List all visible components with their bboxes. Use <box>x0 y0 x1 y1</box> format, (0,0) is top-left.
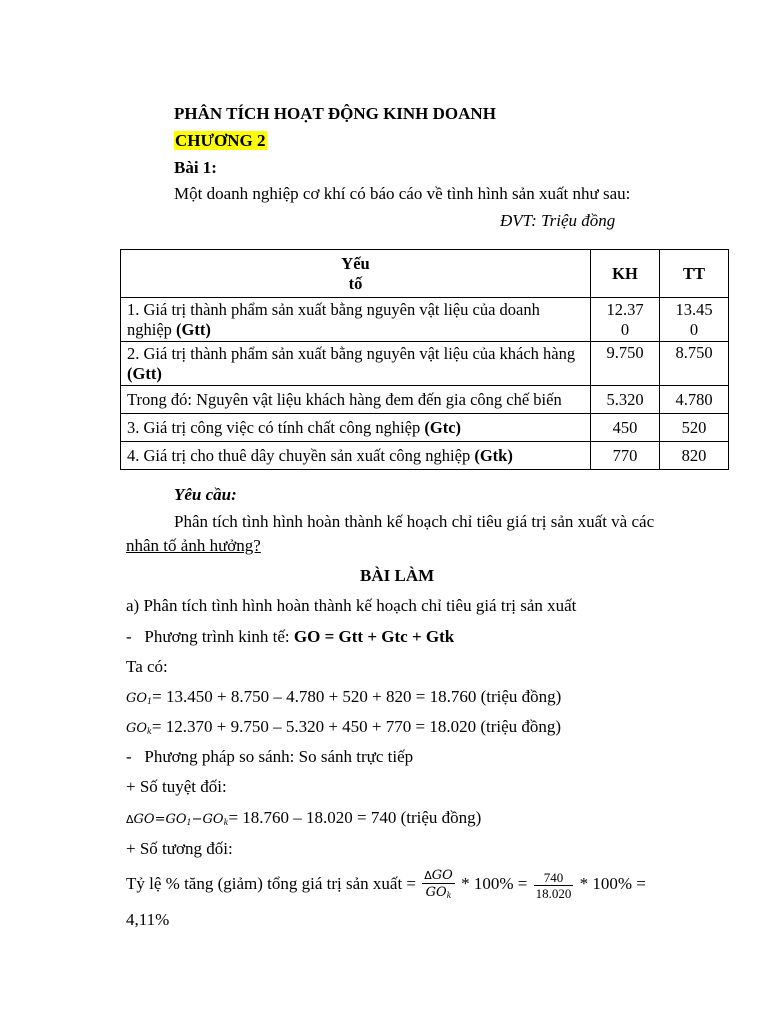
part-a-heading: a) Phân tích tình hình hoàn thành kế hoạch chỉ tiêu giá trị sản xuất <box>126 596 577 615</box>
solution-title: BÀI LÀM <box>360 566 435 585</box>
go1-calc: = 13.450 + 8.750 – 4.780 + 520 + 820 = 18.760 (triệu đồng) <box>152 687 562 706</box>
row-tt: 8.750 <box>660 342 729 386</box>
row-label: 1. Giá trị thành phẩm sản xuất bằng nguyên vật liệu của doanh nghiệp (Gtt) <box>121 298 591 342</box>
document-title: PHÂN TÍCH HOẠT ĐỘNG KINH DOANH <box>174 104 496 123</box>
header-tt: TT <box>660 250 729 298</box>
row-kh: 12.37 0 <box>591 298 660 342</box>
dash-bullet: - <box>126 627 132 646</box>
row-kh: 9.750 <box>591 342 660 386</box>
exercise-heading: Bài 1: <box>174 158 217 177</box>
go1-line: $GO_1= 13.450 + 8.750 - 4.780 + 520 + 820 = 18.760$ (triệu đồng) <box>126 687 562 706</box>
equation-formula: GO = Gtt + Gtc + Gtk <box>293 627 455 646</box>
row-kh: 5.320 <box>591 386 660 414</box>
row-tt: 13.45 0 <box>660 298 729 342</box>
method-text: Phương pháp so sánh: So sánh trực tiếp <box>144 747 414 766</box>
gok-calc: = 12.370 + 9.750 – 5.320 + 450 + 770 = 18.020 (triệu đồng) <box>151 717 562 736</box>
delta-symbol: Δ <box>126 813 134 826</box>
row-kh: 770 <box>591 442 660 470</box>
relative-label: + Số tương đối: <box>126 839 233 858</box>
requirement-text-2: nhân tố ảnh hưởng? <box>126 536 261 555</box>
row-tt: 4.780 <box>660 386 729 414</box>
equation-line <box>126 626 454 648</box>
header-kh: KH <box>591 250 660 298</box>
abs-calc: = 18.760 – 18.020 = 740 (triệu đồng) <box>228 808 482 827</box>
table-row <box>121 298 729 342</box>
row-tt: 520 <box>660 414 729 442</box>
row-label: 3. Giá trị công việc có tính chất công nghiệp (Gtc) <box>121 414 591 442</box>
unit-note: ĐVT: Triệu đồng <box>500 211 616 230</box>
row-label: 4. Giá trị cho thuê dây chuyền sản xuất công nghiệp (Gtk) <box>121 442 591 470</box>
production-table <box>120 249 729 470</box>
chapter-heading <box>174 130 267 152</box>
ta-co-label: Ta có: <box>126 657 168 676</box>
delta-go-line: $\Delta GO=GO_1-GO_k= 18.760 - 18.020 = 740$ (triệu đồng) <box>126 808 482 827</box>
row-label: Trong đó: Nguyên vật liệu khách hàng đem đến gia công chế biến <box>121 386 591 414</box>
table-row <box>121 386 729 414</box>
intro-text: Một doanh nghiệp cơ khí có báo cáo về tình hình sản xuất như sau: <box>174 184 631 203</box>
fraction-delta-go: $\frac{\text{ΔGO}}{GO_k}$ <box>424 868 453 901</box>
ratio-line: Tỷ lệ % tăng (giảm) tổng giá trị sản xuất = $\frac{\text{ΔGO}}{GO_k}$ * 100% = $\frac{740}{18.020}$ * 100% = <box>126 866 646 903</box>
equation-label: Phương trình kinh tế: <box>144 627 294 646</box>
table-row <box>121 342 729 386</box>
requirement-text-1: Phân tích tình hình hoàn thành kế hoạch chỉ tiêu giá trị sản xuất và các <box>174 512 655 531</box>
fraction-740: $\frac{740}{18.020}$ <box>535 869 572 901</box>
chapter-highlight: CHƯƠNG 2 <box>175 131 266 150</box>
table-row <box>121 442 729 470</box>
row-kh: 450 <box>591 414 660 442</box>
method-line: - Phương pháp so sánh: So sánh trực tiếp <box>126 747 414 766</box>
gok-line: $GO_k= 12.370 + 9.750 - 5.320 + 450 + 770 = 18.020$ (triệu đồng) <box>126 717 562 736</box>
table-header-row <box>121 250 729 298</box>
ratio-label: Tỷ lệ % tăng (giảm) tổng giá trị sản xuất = <box>126 874 421 893</box>
ratio-result: 4,11% <box>126 910 170 929</box>
row-label: 2. Giá trị thành phẩm sản xuất bằng nguyên vật liệu của khách hàng (Gtt) <box>121 342 591 386</box>
absolute-label: + Số tuyệt đối: <box>126 777 227 796</box>
requirement-label: Yêu cầu: <box>174 485 237 504</box>
row-tt: 820 <box>660 442 729 470</box>
header-factor: Yếu tố <box>121 250 591 298</box>
table-row <box>121 414 729 442</box>
